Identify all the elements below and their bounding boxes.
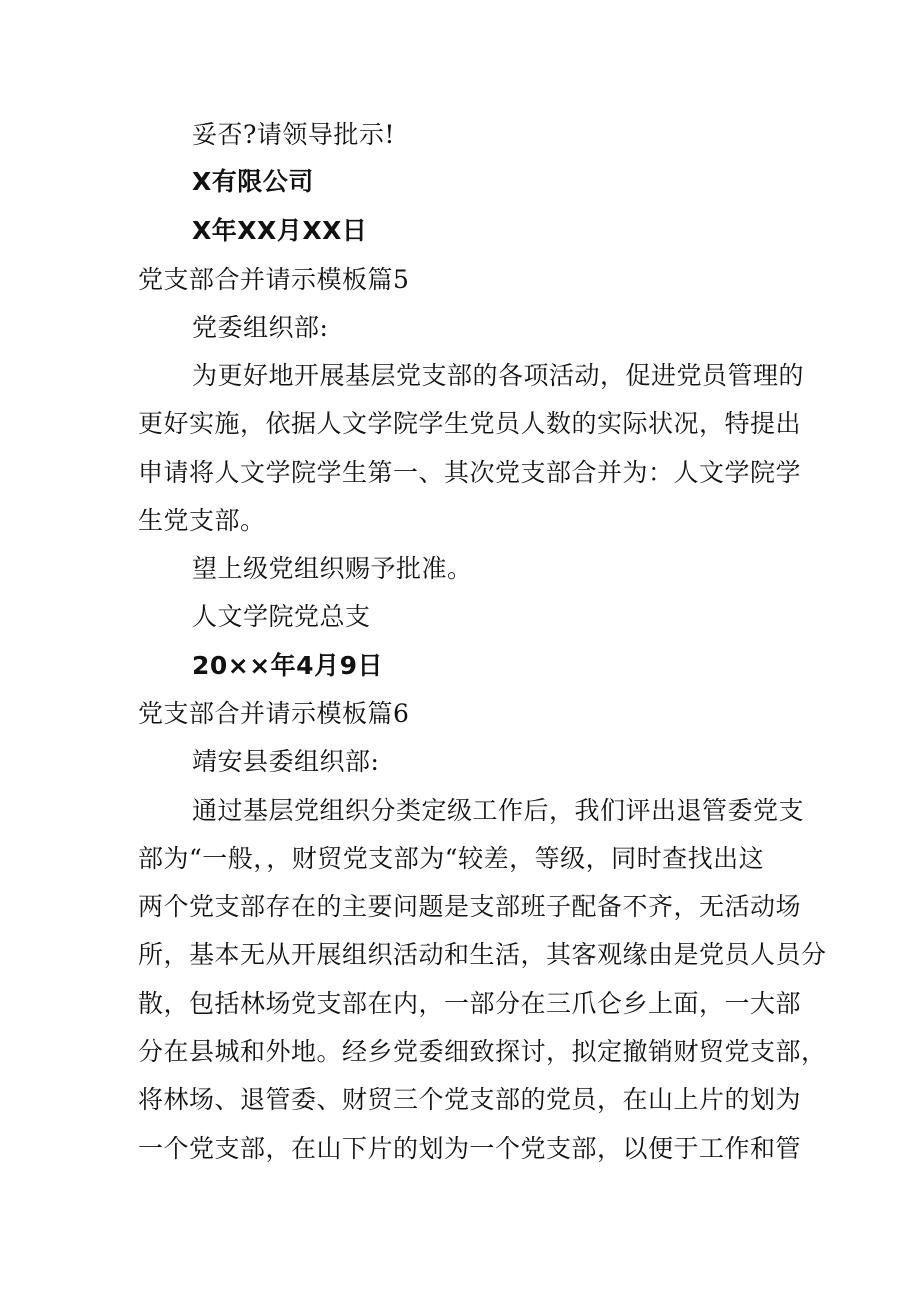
body-paragraph-line: 申请将人文学院学生第一、其次党支部合并为：人文学院学 [138, 458, 802, 487]
body-paragraph-line: 分在县城和外地。经乡党委细致探讨，拟定撤销财贸党支部， [138, 1037, 827, 1066]
body-paragraph-line: 两个党支部存在的主要问题是支部班子配备不齐，无活动场 [138, 892, 802, 921]
addressee-line: 靖安县委组织部: [192, 747, 380, 776]
body-paragraph-line: 更好实施，依据人文学院学生党员人数的实际状况，特提出 [138, 409, 802, 438]
signer-line: 人文学院党总支 [192, 602, 371, 631]
approval-request-line: 妥否?请领导批示! [192, 120, 395, 149]
body-paragraph-line: 将林场、退管委、财贸三个党支部的党员，在山上片的划为 [138, 1085, 802, 1114]
body-paragraph-line: 生党支部。 [138, 506, 266, 535]
section-heading-6: 党支部合并请示模板篇6 [138, 699, 410, 728]
body-paragraph-line: 一个党支部，在山下片的划为一个党支部，以便于工作和管 [138, 1134, 802, 1163]
section-heading-5: 党支部合并请示模板篇5 [138, 265, 410, 294]
body-paragraph-line: 散，包括林场党支部在内，一部分在三爪仑乡上面，一大部 [138, 989, 802, 1018]
body-paragraph-line: 为更好地开展基层党支部的各项活动，促进党员管理的 [192, 361, 805, 390]
request-line: 望上级党组织赐予批准。 [192, 554, 473, 583]
addressee-line: 党委组织部: [192, 313, 329, 342]
company-signature: X有限公司 [192, 167, 314, 196]
signature-date: X年XX月XX日 [192, 216, 368, 245]
signature-date: 20××年4月9日 [192, 651, 383, 680]
body-paragraph-line: 所，基本无从开展组织活动和生活，其客观缘由是党员人员分 [138, 940, 827, 969]
body-paragraph-line: 部为“一般，，财贸党支部为“较差，等级，同时查找出这 [138, 844, 765, 873]
body-paragraph-line: 通过基层党组织分类定级工作后，我们评出退管委党支 [192, 796, 805, 825]
